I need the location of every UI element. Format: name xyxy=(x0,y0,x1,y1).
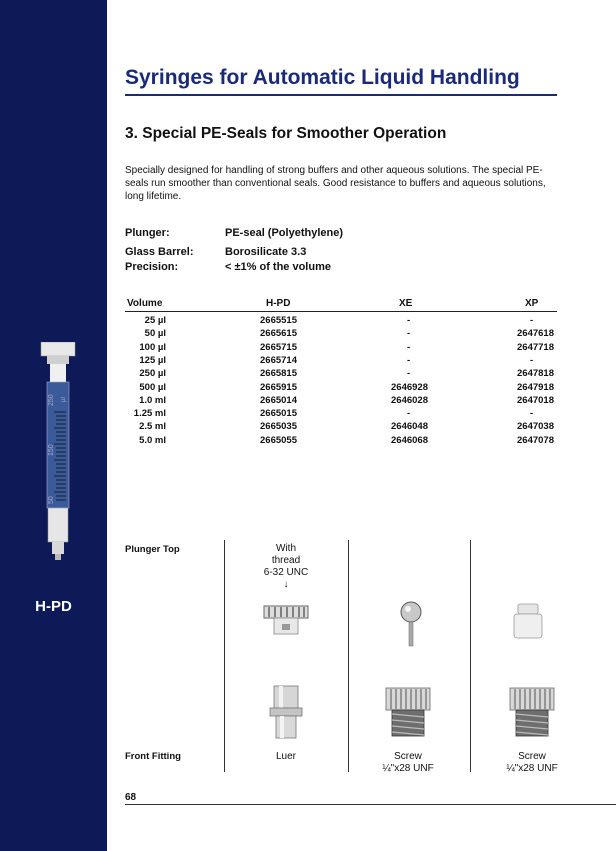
table-cell: 100 µl xyxy=(139,341,166,353)
spec-value: < ±1% of the volume xyxy=(225,261,331,273)
column-divider xyxy=(224,540,225,772)
table-cell: 2647618 xyxy=(517,328,554,340)
table-cell: 1.0 ml xyxy=(139,394,166,406)
screw-fitting-icon xyxy=(507,686,557,738)
table-cell: - xyxy=(407,408,411,420)
table-cell: 2665815 xyxy=(260,368,297,380)
column-header-hpd: H-PD xyxy=(266,298,291,309)
arrow-down-icon: ↓ xyxy=(283,579,289,590)
column-header-xp: XP xyxy=(525,298,539,309)
table-cell: 2665015 xyxy=(260,408,297,420)
table-cell: 2647818 xyxy=(517,368,554,380)
scale-label-250: 250 xyxy=(48,394,55,406)
thread-note-line: 6-32 UNC xyxy=(263,567,309,578)
fitting-label-screw-xp xyxy=(482,751,582,775)
table-cell: 2665915 xyxy=(260,381,297,393)
table-cell: 2665715 xyxy=(260,341,297,353)
table-cell: 1.25 ml xyxy=(133,408,166,420)
table-cell: - xyxy=(530,315,534,326)
table-cell: 5.0 ml xyxy=(139,434,166,446)
spec-plunger xyxy=(125,227,343,239)
title-divider xyxy=(125,94,557,96)
column-divider xyxy=(470,540,471,772)
scale-label-150: 150 xyxy=(48,444,55,456)
table-cell: 2646028 xyxy=(391,394,428,406)
scale-unit: µl xyxy=(61,397,67,402)
spec-precision xyxy=(125,261,331,273)
column-header-volume: Volume xyxy=(127,298,163,309)
footer-divider xyxy=(125,804,616,805)
spec-label: Glass Barrel: xyxy=(125,246,194,258)
screw-fitting-icon xyxy=(383,686,433,738)
thread-note-line: thread xyxy=(271,555,301,566)
spec-label: Precision: xyxy=(125,261,179,273)
table-cell: 2647038 xyxy=(517,421,554,433)
table-cell: 250 µl xyxy=(139,368,166,380)
table-cell: - xyxy=(530,408,534,420)
table-cell: 2646068 xyxy=(391,434,428,446)
table-cell: 2.5 ml xyxy=(139,421,166,433)
thread-note-line: With xyxy=(276,543,296,554)
front-fitting-label: Front Fitting xyxy=(125,751,181,762)
table-cell: 500 µl xyxy=(139,381,166,393)
table-header-divider xyxy=(125,311,557,312)
table-cell: 2665055 xyxy=(260,434,297,446)
table-cell: 50 µl xyxy=(144,328,166,340)
plunger-top-label: Plunger Top xyxy=(125,544,180,555)
table-cell: 2647078 xyxy=(517,434,554,446)
button-plunger-top-icon xyxy=(510,602,546,640)
column-header-xe: XE xyxy=(399,298,413,309)
description-text: Specially designed for handling of strong buffers and other aqueous solutions. The special PE-seals run smoother than conventional seals. Good resistance to buffers and aqueous solutions, long lifetime. xyxy=(125,165,546,202)
table-cell: - xyxy=(407,368,411,380)
table-cell: 125 µl xyxy=(139,354,166,366)
column-divider xyxy=(348,540,349,772)
thread-note xyxy=(236,543,336,591)
ball-plunger-top-icon xyxy=(396,600,426,648)
fitting-label-luer: Luer xyxy=(275,751,296,762)
scale-label-50: 50 xyxy=(48,496,55,504)
table-cell: 25 µl xyxy=(144,315,166,326)
table-cell: - xyxy=(530,354,534,366)
spec-value: Borosilicate 3.3 xyxy=(225,246,307,258)
table-cell: 2665615 xyxy=(260,328,297,340)
table-cell: 2665515 xyxy=(260,315,297,326)
table-cell: 2647718 xyxy=(517,341,554,353)
table-cell: 2646048 xyxy=(391,421,428,433)
threaded-plunger-top-icon xyxy=(262,604,310,636)
spec-glass-barrel xyxy=(125,246,306,258)
table-cell: - xyxy=(407,341,411,353)
section-title: 3. Special PE-Seals for Smoother Operation xyxy=(125,125,447,142)
page-number: 68 xyxy=(125,792,137,803)
table-cell: 2646928 xyxy=(391,381,428,393)
sidebar xyxy=(0,0,107,851)
table-cell: 2665014 xyxy=(260,394,297,406)
fitting-type: Screw xyxy=(518,751,546,762)
spec-value: PE-seal (Polyethylene) xyxy=(225,227,343,239)
sidebar-product-label: H-PD xyxy=(35,598,72,615)
table-cell: 2647018 xyxy=(517,394,554,406)
fitting-label-screw-xe xyxy=(358,751,458,775)
luer-fitting-icon xyxy=(266,684,306,740)
table-cell: - xyxy=(407,354,411,366)
fitting-thread: ¼"x28 UNF xyxy=(506,763,558,774)
table-cell: - xyxy=(407,328,411,340)
spec-label: Plunger: xyxy=(125,227,170,239)
table-cell: 2647918 xyxy=(517,381,554,393)
syringe-illustration xyxy=(38,342,78,560)
page-title: Syringes for Automatic Liquid Handling xyxy=(125,66,520,89)
fitting-type: Screw xyxy=(394,751,422,762)
table-cell: 2665714 xyxy=(260,354,297,366)
table-cell: - xyxy=(407,315,411,326)
table-cell: 2665035 xyxy=(260,421,297,433)
fitting-thread: ¼"x28 UNF xyxy=(382,763,434,774)
